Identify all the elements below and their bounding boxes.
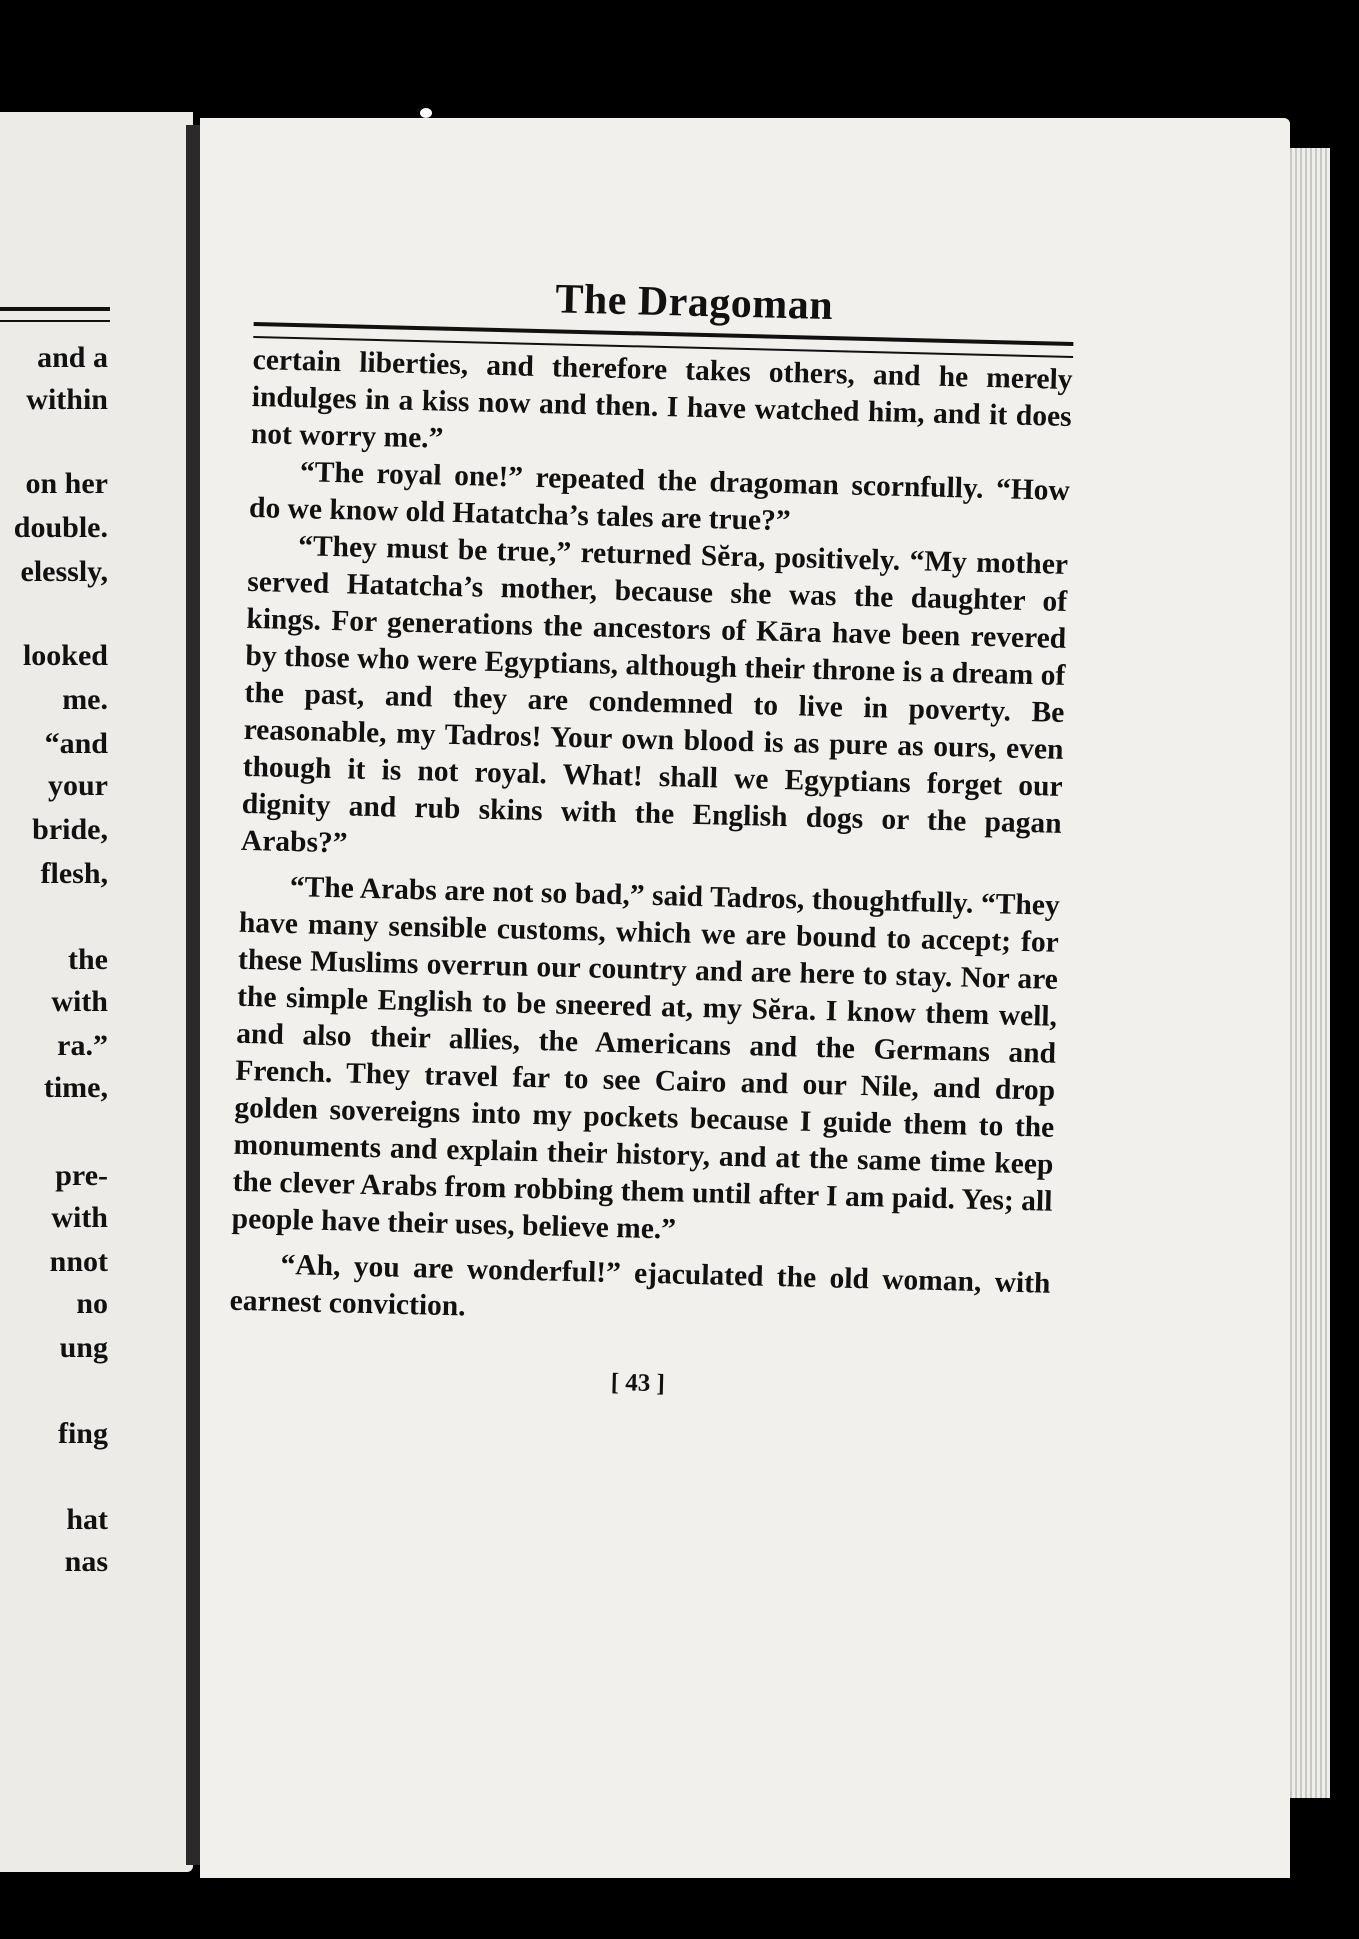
left-page-line: bride, bbox=[32, 813, 108, 846]
left-page-rule bbox=[0, 307, 110, 322]
left-page-line: with bbox=[51, 1201, 108, 1234]
left-page-line: “and bbox=[44, 727, 108, 760]
left-page-line: your bbox=[48, 769, 108, 802]
book-gutter bbox=[186, 125, 200, 1865]
left-page-line: the bbox=[68, 943, 108, 976]
paragraph: “Ah, you are wonderful!” ejaculated the old woman, with earnest conviction. bbox=[229, 1248, 1051, 1323]
left-page-line: no bbox=[76, 1287, 108, 1320]
left-page-line: on her bbox=[25, 467, 108, 500]
page-number: [ 43 ] bbox=[610, 1369, 666, 1398]
left-page-line: within bbox=[26, 383, 108, 416]
paragraph: certain liberties, and therefore takes others, and he merely indulges in a kiss now and then. I have watched him, and it does not worry me.” bbox=[250, 343, 1073, 455]
paragraph: “The Arabs are not so bad,” said Tadros, thoughtfully. “They have many sensible customs, which we are bound to accept; for these Muslims overrun our country and are here to stay. Nor are the simple English to be sneered at, my Sĕra. I know them well, and also their allies, the Americans and the Germans and French. They travel far to see Cairo and our Nile, and drop golden sovereigns into my pockets because I guide them to the monuments and explain their history, and at the same time keep the clever Arabs from robbing them until after I am paid. Yes; all people have their uses, believe me.” bbox=[231, 871, 1061, 1246]
left-page-line: pre- bbox=[55, 1159, 108, 1192]
left-page bbox=[0, 112, 193, 1872]
paragraph: “They must be true,” returned Sĕra, positively. “My mother served Hatatcha’s mother, because she was the daughter of kings. For generations the ancestors of Kāra have been revered by those who were Egyptians, although their throne is a dream of the past, and they are condemned to live in poverty. Be reasonable, my Tadros! Your own blood is as pure as ours, even though it is not royal. What! shall we Egyptians forget our dignity and rub skins with the English dogs or the pagan Arabs?” bbox=[240, 530, 1069, 860]
paragraph: “The royal one!” repeated the dragoman scornfully. “How do we know old Hatatcha’s tales are true?” bbox=[248, 456, 1071, 538]
left-page-line: elessly, bbox=[20, 555, 108, 588]
running-head: The Dragoman bbox=[554, 276, 834, 330]
left-page-line: me. bbox=[62, 683, 108, 716]
left-page-line: nnot bbox=[49, 1245, 108, 1278]
page-content bbox=[228, 268, 1075, 1408]
left-page-line: nas bbox=[64, 1545, 108, 1578]
left-page-line: double. bbox=[13, 511, 108, 544]
left-page-line: time, bbox=[43, 1071, 108, 1104]
left-page-line: looked bbox=[22, 639, 108, 672]
left-page-line: and a bbox=[37, 341, 108, 374]
left-page-line: with bbox=[51, 985, 108, 1018]
right-page bbox=[200, 118, 1290, 1878]
left-page-line: flesh, bbox=[40, 857, 108, 890]
dust-speck bbox=[420, 108, 432, 118]
left-page-line: ung bbox=[59, 1331, 108, 1364]
left-page-line: fing bbox=[57, 1417, 108, 1450]
left-page-line: ra.” bbox=[57, 1029, 108, 1062]
left-page-line: hat bbox=[66, 1503, 108, 1536]
